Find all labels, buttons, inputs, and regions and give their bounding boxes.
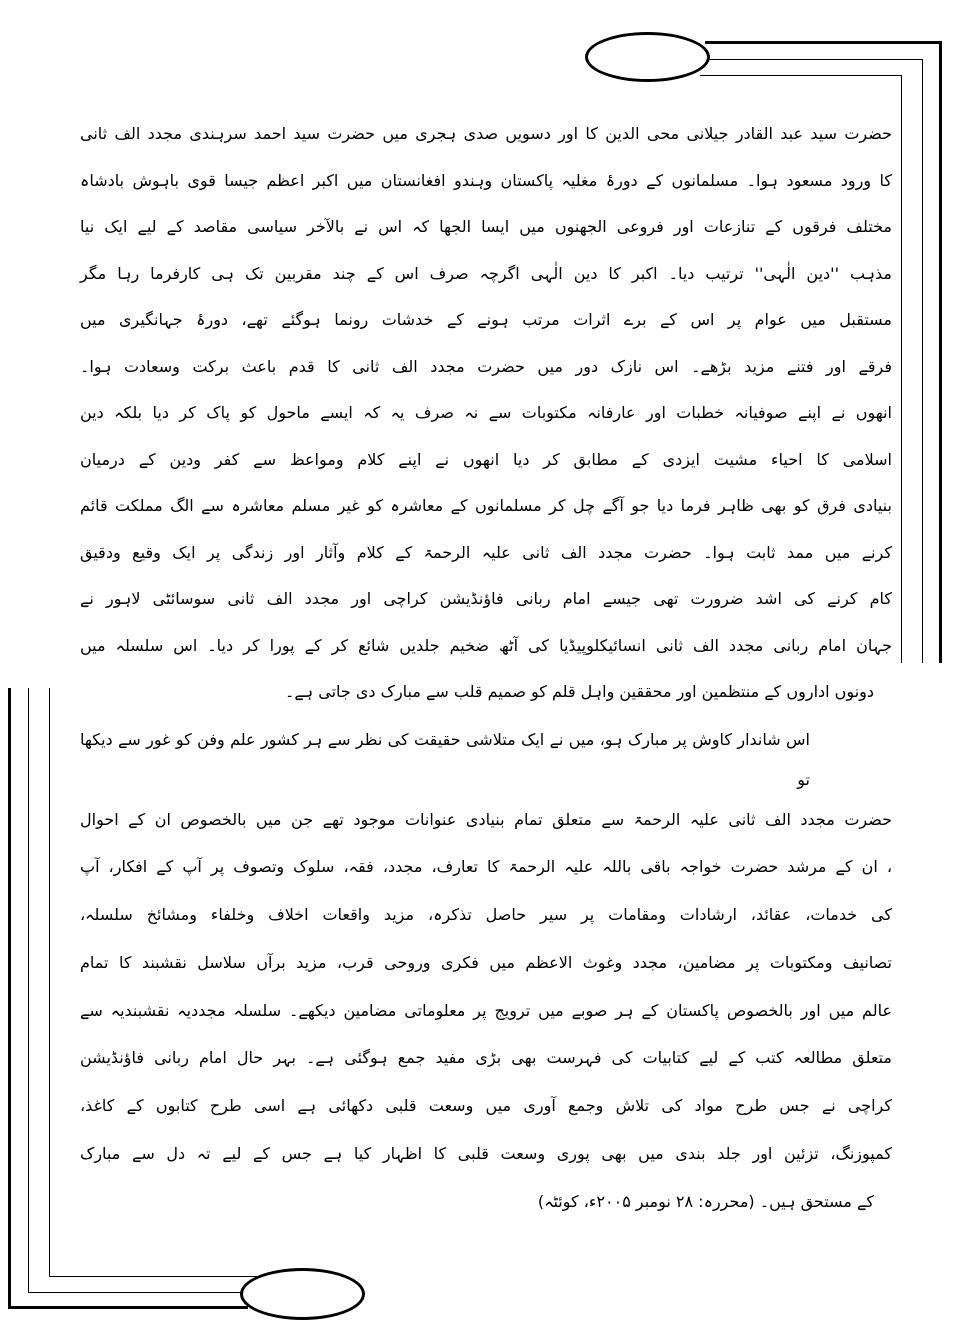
text-line: کا ورود مسعود ہوا۔ مسلمانوں کے دورۂ مغلیہ پاکستان وہندو افغانستان میں اکبر اعظم جیسا قوی باہوش بادشاہ — [80, 170, 892, 190]
frame-top-middle — [705, 59, 923, 60]
text-line: حضرت سید عبد القادر جیلانی محی الدین کا اور دسویں صدی ہجری میں حضرت سید احمد سرہندی مجدد الف ثانی — [80, 124, 892, 143]
text-line: اس شاندار کاوش پر مبارک ہو، میں نے ایک متلاشی حقیقت کی نظر سے ہر کشور علم وفن کو غور سے دیکھا تو — [80, 729, 810, 789]
text-line: متعلق مطالعہ کتب کے لیے کتابیات کی فہرست بھی بڑی مفید جمع ہوگئی ہے۔ بہر حال امام ربانی فاؤنڈیشن — [80, 1048, 892, 1068]
text-line: مستقبل میں عوام پر اس کے برے اثرات مرتب ہونے کے خدشات رونما ہوگئے تھے، دورۂ جہانگیری میں — [80, 310, 892, 329]
frame-top-inner — [700, 75, 902, 76]
top-oval-ornament — [585, 32, 710, 82]
text-line: ، ان کے مرشد حضرت خواجہ باقی باللہ علیہ الرحمۃ کا تعارف، مجدد، فقہ، سلوک وتصوف پر آپ کے افکار، آپ — [80, 857, 892, 877]
bottom-oval-ornament — [240, 1268, 365, 1320]
frame-bottom-outer — [8, 1306, 248, 1309]
text-line: کام کرنے کی اشد ضرورت تھی جیسے امام ربانی فاؤنڈیشن کراچی اور مجدد الف ثانی سوسائٹی لاہور نے — [80, 589, 892, 608]
frame-left-middle — [28, 688, 29, 1293]
text-line: عالم میں اور بالخصوص پاکستان کے ہر صوبے میں ترویج پر معلوماتی مضامین دیکھے۔ سلسلہ مجددیہ نقشبندیہ سے — [80, 1000, 892, 1020]
text-line: دونوں اداروں کے منتظمین اور محققین واہل قلم کو صمیم قلب سے مبارک دی جاتی ہے۔ — [285, 682, 874, 701]
text-line: تصانیف ومکتوبات پر مضامین، مجدد وغوث الاعظم میں فکری وروحی قرب، مزید برآں سلاسل نقشبند کا تمام — [80, 952, 892, 972]
frame-bottom-inner — [49, 1276, 259, 1277]
frame-left-inner — [49, 688, 50, 1277]
text-line: جہان امام ربانی مجدد الف ثانی انسائیکلوپیڈیا کی آٹھ ضخیم جلدیں شائع کر کے پورا کر دیا۔ اس سلسلہ میں — [80, 635, 892, 655]
text-line: انھوں نے اپنے صوفیانہ خطبات اور عارفانہ مکتوبات سے نہ صرف یہ کہ ایسے ماحول کو پاک کر دیا بلکہ دین — [80, 403, 892, 422]
text-line: کی خدمات، عقائد، ارشادات ومقامات پر سیر حاصل تذکرہ، مزید واقعات اخلاف وخلفاء ومشائخ سلسلہ، — [80, 905, 892, 925]
text-line: اسلامی کا احیاء مشیت ایزدی کے مطابق کر دیا انھوں نے اپنے کلام ومواعظ سے کفر ودین کے درمیان — [80, 449, 892, 469]
text-line: کمپوزنگ، تزئین اور جلد بندی میں بھی پوری وسعت قلبی کا اظہار کیا ہے جس کے لیے تہ دل سے مبارک — [80, 1144, 892, 1164]
text-line: فرقے اور فتنے مزید بڑھے۔ اس نازک دور میں حضرت مجدد الف ثانی کا قدم باعث برکت وسعادت ہوا۔ — [80, 356, 892, 376]
frame-right-inner — [901, 75, 902, 663]
text-line: کراچی نے جس طرح مواد کی تلاش وجمع آوری میں وسعت قلبی دکھائی ہے اسی طرح کتابوں کے کاغذ، — [80, 1096, 892, 1116]
frame-right-outer — [939, 41, 942, 663]
document-body — [80, 114, 892, 1230]
frame-left-outer — [8, 688, 11, 1309]
text-line: حضرت مجدد الف ثانی علیہ الرحمۃ سے متعلق تمام بنیادی عنوانات موجود تھے جن میں بالخصوص ان کے احوال — [80, 809, 892, 829]
text-line: مختلف فرقوں کے تنازعات اور فروعی الجھنوں میں ایسا الجھا کہ اس نے بالآخر سیاسی مقاصد کے لیے ایک نیا — [80, 217, 892, 236]
text-line: کرنے میں ممد ثابت ہوا۔ حضرت مجدد الف ثانی علیہ الرحمۃ کے کلام وآثار اور زندگی پر ایک وقیع ودقیق — [80, 542, 892, 562]
signature-line: کے مستحق ہیں۔ (محررہ: ۲۸ نومبر ۲۰۰۵ء، کوئٹہ) — [537, 1191, 874, 1211]
frame-top-outer — [705, 41, 941, 44]
paragraph-2 — [80, 720, 892, 1230]
text-line: مذہب ''دین الٰہی'' ترتیب دیا۔ اکبر کا دین الٰہی اگرچہ صرف اس کے چند مقربین تک ہی کارفرما رہا مگر — [80, 263, 892, 283]
paragraph-1 — [80, 114, 892, 719]
frame-bottom-middle — [28, 1292, 243, 1293]
frame-right-middle — [922, 59, 923, 663]
text-line: بنیادی فرق کو بھی ظاہر فرما دیا جو آگے چل کر مسلمانوں کے معاشرہ کو غیر مسلم معاشرہ سے الگ مملکت قائم — [80, 496, 892, 515]
